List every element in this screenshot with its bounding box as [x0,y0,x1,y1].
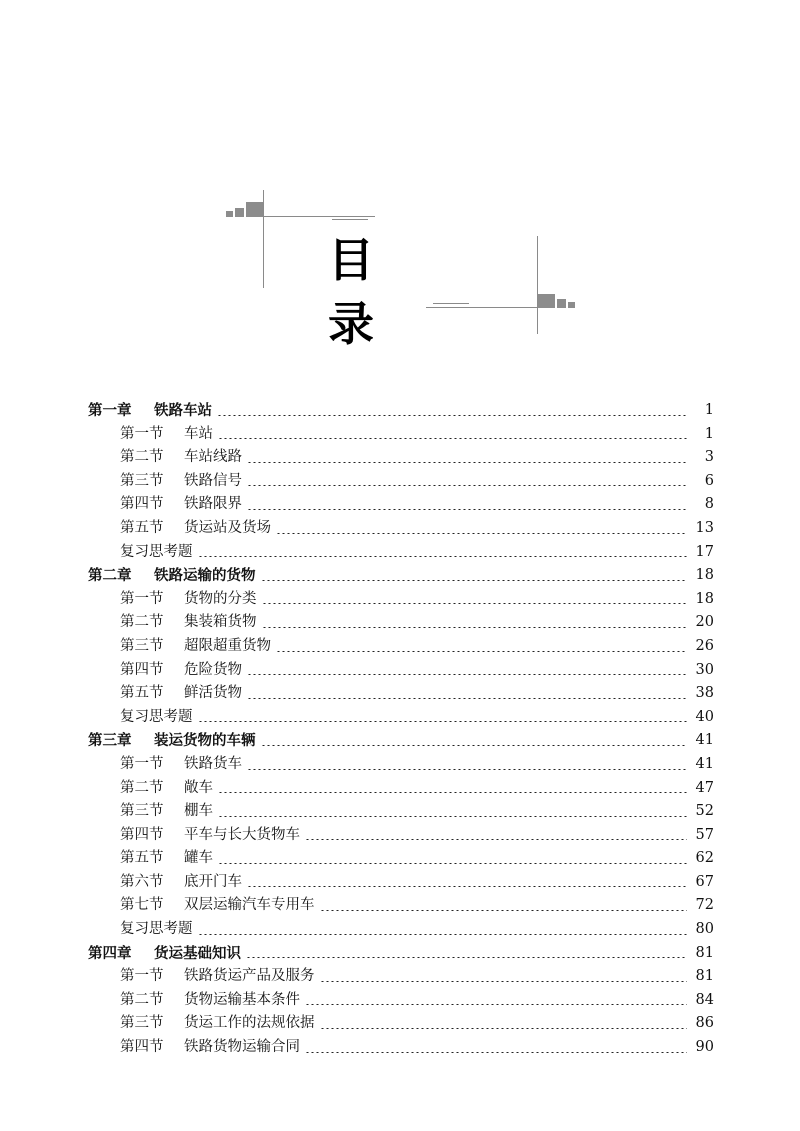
toc-entry-number: 第四节 [120,826,164,843]
ornament-square-small-left [226,211,233,217]
ornament-square-mid-right [557,299,566,308]
toc-section-row[interactable] [88,635,714,659]
toc-review-row[interactable] [88,918,714,942]
toc-entry-number: 第一节 [120,425,164,442]
ornament-square-large-right [538,294,555,308]
toc-entry-title: 敞车 [184,779,213,796]
toc-entry-title: 货运站及货场 [184,519,271,536]
table-of-contents [88,399,714,1060]
toc-section-row[interactable] [88,753,714,777]
dot-leader [247,485,687,486]
toc-page-number: 38 [695,685,714,702]
dot-leader [247,769,687,770]
toc-page-number: 41 [695,732,714,749]
toc-entry-number: 第二节 [120,779,164,796]
dot-leader [305,1004,687,1005]
toc-entry-number: 第五节 [120,685,164,702]
toc-entry-title: 货运工作的法规依据 [184,1015,315,1032]
dot-leader [305,1052,687,1053]
toc-entry-title: 复习思考题 [120,708,193,725]
toc-entry-number: 第三节 [120,803,164,820]
toc-page-number: 62 [695,850,714,867]
toc-entry-number: 第四节 [120,1039,164,1056]
toc-entry-title: 鲜活货物 [184,685,242,702]
dot-leader [320,1028,688,1029]
toc-section-row[interactable] [88,965,714,989]
toc-chapter-row[interactable] [88,942,714,966]
toc-section-row[interactable] [88,871,714,895]
toc-entry-title: 复习思考题 [120,921,193,938]
toc-entry-number: 第三节 [120,1015,164,1032]
toc-chapter-row[interactable] [88,729,714,753]
toc-section-row[interactable] [88,659,714,683]
toc-page-number: 6 [704,472,714,489]
toc-entry-title: 超限超重货物 [184,637,271,654]
toc-page-number: 30 [695,661,714,678]
toc-entry-title: 铁路车站 [154,402,212,419]
dot-leader [217,415,687,416]
toc-entry-title: 铁路限界 [184,496,242,513]
dot-leader [218,792,687,793]
toc-entry-title: 货物运输基本条件 [184,991,300,1008]
toc-page-number: 1 [704,402,714,418]
toc-entry-number: 第三节 [120,472,164,489]
toc-review-row[interactable] [88,541,714,565]
toc-entry-title: 货运基础知识 [154,944,241,962]
toc-page-number: 8 [704,496,714,513]
toc-page-number: 26 [695,637,714,654]
dot-leader [276,651,687,652]
toc-entry-title: 货物的分类 [184,590,257,607]
toc-section-row[interactable] [88,611,714,635]
ornament-square-large-left [246,202,263,217]
toc-entry-number: 第四节 [120,661,164,678]
toc-entry-title: 双层运输汽车专用车 [184,897,315,914]
dot-leader [247,886,687,887]
dot-leader [198,556,688,557]
toc-entry-number: 第二章 [88,567,132,585]
ornament-line-bottom [426,307,538,308]
toc-entry-title: 底开门车 [184,873,242,890]
toc-entry-title: 集装箱货物 [184,614,257,631]
toc-entry-title: 车站线路 [184,449,242,466]
toc-section-row[interactable] [88,1012,714,1036]
toc-entry-title: 车站 [184,425,213,442]
dot-leader [320,910,688,911]
dot-leader [218,816,687,817]
ornament-line-top [263,216,375,217]
toc-entry-title: 装运货物的车辆 [154,732,256,750]
toc-entry-number: 第五节 [120,850,164,867]
toc-entry-number: 第一节 [120,590,164,607]
toc-page-number: 18 [695,567,714,584]
dot-leader [218,438,687,439]
toc-section-row[interactable] [88,894,714,918]
dot-leader [247,509,687,510]
toc-entry-title: 平车与长大货物车 [184,826,300,843]
toc-section-row[interactable] [88,777,714,801]
toc-entry-title: 罐车 [184,850,213,867]
toc-entry-number: 第一节 [120,968,164,985]
ornament-line-right-vertical [537,236,538,334]
toc-page-number: 20 [695,614,714,631]
toc-chapter-row[interactable] [88,564,714,588]
toc-chapter-row[interactable] [88,399,714,423]
toc-entry-title: 铁路货车 [184,755,242,772]
toc-page-number: 81 [695,968,714,985]
page-title: 目 录 [328,233,430,351]
dot-leader [247,674,687,675]
toc-section-row[interactable] [88,470,714,494]
toc-entry-number: 第二节 [120,991,164,1008]
toc-entry-number: 第四节 [120,496,164,513]
dot-leader [261,745,688,746]
toc-entry-title: 复习思考题 [120,543,193,560]
toc-section-row[interactable] [88,1036,714,1060]
toc-page-number: 86 [695,1015,714,1032]
toc-section-row[interactable] [88,588,714,612]
dot-leader [246,957,687,958]
toc-section-row[interactable] [88,682,714,706]
toc-page-number: 72 [695,897,714,914]
toc-page-number: 80 [695,921,714,938]
dot-leader [261,580,688,581]
dot-leader [247,698,687,699]
toc-section-row[interactable] [88,989,714,1013]
toc-page-number: 41 [695,755,714,772]
toc-entry-number: 第三节 [120,637,164,654]
toc-page-number: 81 [695,944,714,961]
toc-page-number: 1 [704,425,714,442]
toc-page-number: 17 [695,543,714,560]
toc-entry-title: 危险货物 [184,661,242,678]
dot-leader [247,462,687,463]
dot-leader [262,627,688,628]
toc-section-row[interactable] [88,847,714,871]
dot-leader [198,721,688,722]
toc-entry-number: 第四章 [88,944,132,962]
dot-leader [320,981,688,982]
dot-leader [262,603,688,604]
ornament-line-bottom-short [433,303,469,304]
toc-entry-title: 铁路运输的货物 [154,567,256,585]
dot-leader [218,863,687,864]
toc-page-number: 52 [695,803,714,820]
toc-review-row[interactable] [88,706,714,730]
toc-page-number: 40 [695,708,714,725]
toc-page-number: 13 [695,519,714,536]
toc-entry-number: 第七节 [120,897,164,914]
toc-entry-title: 铁路货运产品及服务 [184,968,315,985]
toc-entry-number: 第一章 [88,402,132,419]
ornament-square-mid-left [235,208,244,217]
toc-entry-title: 铁路信号 [184,472,242,489]
toc-section-row[interactable] [88,800,714,824]
toc-page-number: 67 [695,873,714,890]
dot-leader [305,839,687,840]
toc-page-number: 47 [695,779,714,796]
toc-page-number: 57 [695,826,714,843]
dot-leader [198,934,688,935]
toc-entry-title: 铁路货物运输合同 [184,1039,300,1056]
toc-entry-number: 第六节 [120,873,164,890]
toc-entry-number: 第五节 [120,519,164,536]
dot-leader [276,533,687,534]
ornament-square-small-right [568,302,575,308]
toc-section-row[interactable] [88,446,714,470]
toc-page-number: 84 [695,991,714,1008]
toc-entry-number: 第一节 [120,755,164,772]
toc-entry-number: 第二节 [120,449,164,466]
toc-entry-number: 第二节 [120,614,164,631]
ornament-line-top-short [332,219,368,220]
toc-page-number: 3 [704,449,714,466]
toc-section-row[interactable] [88,517,714,541]
toc-section-row[interactable] [88,423,714,447]
toc-section-row[interactable] [88,493,714,517]
toc-page-number: 90 [695,1039,714,1056]
toc-page-number: 18 [695,590,714,607]
toc-section-row[interactable] [88,824,714,848]
toc-entry-title: 棚车 [184,803,213,820]
ornament-line-left-vertical [263,190,264,288]
toc-entry-number: 第三章 [88,732,132,750]
